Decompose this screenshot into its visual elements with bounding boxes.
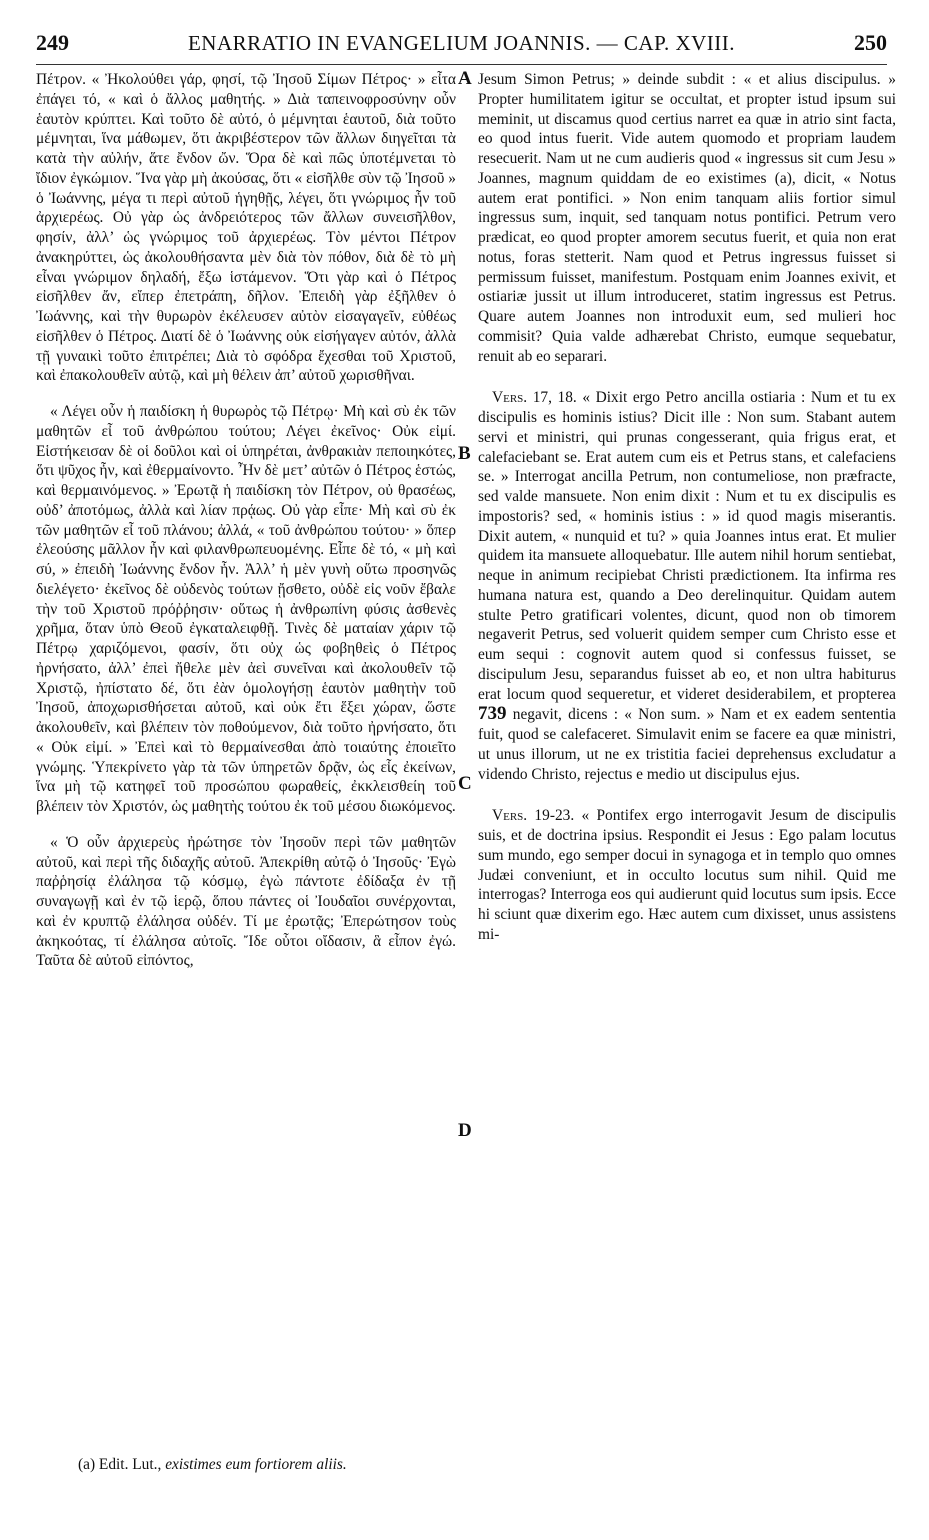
- greek-column: [36, 70, 456, 971]
- latin-paragraph-2a: « Dixit ergo Petro ancilla ostiaria : Num et tu ex discipulis es hominis istius? Dicit ille : Non sum. Stabant autem servi et ministri, qui prunas congesserant, quia frigus erat, et calefaciebant se. Erat autem cum eis et Petrus stans, et calefaciens se. » Interrogat ancilla Petrum, non contumeliose, non præfracte, sed valde mansuete. Non enim dixit : Num et tu ex discipulis es impostoris? sed, « hominis istius : » id quod magis miserantis. Dixit autem, « nunquid et tu? » quia Joannes intus erat. Et mulier quidem ita mansuete alloquebatur. Ille autem nihil horum sentiebat, neque in animum recipiebat Christi prædictionem. Ita infirma res humana natura est, quando a Deo derelinquitur. Quidam autem stulte Petro gratificari volentes, dicunt, quod non ob timorem negaverit Petrus, sed voluerit quidem semper cum Christo esse et eum sequi : cognovit autem quod si confessus fuisset, se discipulum Jesu, separandus fuisset ab eo, et non ultra habiturus erat locum quod sequeretur, et videret desiderabilem, et propterea: [478, 389, 896, 703]
- footnote-mark: (a) Edit. Lut.,: [78, 1456, 162, 1473]
- latin-paragraph-2b: negavit, dicens : « Non sum. » Nam et ex eadem sententia fuit, quod se calefaceret. Simulavit enim se facere ea quæ ministri, ut unus illorum, ut ne ex tristitia faciei deprehensus excludatur a videndo Christo, rejectus e medio ut discipulus ejus.: [478, 706, 896, 783]
- greek-paragraph-1: Πέτρον. « Ἠκολούθει γάρ, φησί, τῷ Ἰησοῦ Σίμων Πέτρος· » εἶτα ἐπάγει τό, « καὶ ὁ ἄλλος μαθητής. » Διὰ ταπεινοφροσύνην οὖν ἑαυτὸν κρύπτει. Καὶ τοῦτο δὲ αὐτό, ὁ μέμνηται ἑαυτοῦ, διὰ τοῦτο μέμνηται, ἵνα μάθωμεν, ὅτι ἀκριβέστερον τῶν ἄλλων διηγεῖται τὰ κατὰ τὴν αὐλήν, ἅτε ἔνδον ὤν. Ὅρα δὲ καὶ πῶς ὑποτέμνεται τὸ ἴδιον ἐγκώμιον. Ἵνα γὰρ μὴ ἀκούσας, ὅτι « εἰσῆλθε σὺν τῷ Ἰησοῦ » ὁ Ἰωάννης, μέγα τι περὶ αὐτοῦ ἡγηθῇς, λέγει, ὅτι γνώριμος ἦν τοῦ ἀρχιερέως. Οὐ γὰρ ὡς ἀνδρειότερος τῶν ἄλλων συνεισῆλθον, φησίν, ἀλλ’ ὡς γνώριμος τοῦ ἀρχιερέως. Τὸν μέντοι Πέτρον ἀνακηρύττει, ὡς ἀκολουθήσαντα μὲν διὰ τὸν πόθον, διὰ δὲ τὸ μὴ εἶναι γνώριμον δηλαδή, ἔξω ἱστάμενον. Ὅτι γὰρ καὶ ὁ Πέτρος εἰσῆλθεν ἄν, εἴπερ ἐπετράπη, δῆλον. Ἐπειδὴ γὰρ ἐξῆλθεν ὁ Ἰωάννης, καὶ τὴν θυρωρὸν ἐκέλευσεν αὐτὸν εἰσαγαγεῖν, εὐθέως εἰσῆλθεν ὁ Πέτρος. Διατί δὲ ὁ Ἰωάννης οὐκ εἰσήγαγεν αὐτόν, ἀλλὰ τῇ γυναικὶ τοῦτο ἐπιτρέπει; Διὰ τὸ σφόδρα ἔχεσθαι τοῦ Χριστοῦ, καὶ ἐπακολουθεῖν αὐτῷ, καὶ μὴ θέλειν ἀπ’ αὐτοῦ χωρισθῆναι.: [36, 71, 456, 385]
- latin-paragraph-2: [478, 388, 896, 784]
- column-number: 739: [478, 703, 507, 725]
- page-header: [36, 30, 887, 65]
- latin-paragraph-1: Jesum Simon Petrus; » deinde subdit : « et alius discipulus. » Propter humilitatem igitur se occultat, et propter istud ipsum sui meminit, ut discamus quod certius narret ea quæ in atrio sint facta, eo quod intus fuerit. Vide autem quomodo et propriam laudem resecuerit. Nam ut ne cum audieris quod « ingressus sit cum Jesu » Joannes, magnum quiddam de eo existimes (a), dicit, « Notus autem erat pontifici. » Non enim tanquam aliis fortior simul ingressus sum, inquit, sed tanquam notus pontifici. Petrum vero prædicat, eo quod propter amorem secutus fuerit, et quia non erat notus, foras stetterit. Nam quod et Petrus ingressus fuisset si permissum fuisset, manifestum. Postquam enim Joannes exivit, et ostiariæ jussit ut illum introduceret, statim ingressus est Petrus. Quare autem Joannes non introduxit eum, sed mulieri hoc commisit? Quia valde adhærebat Christo, eumque sequebatur, renuit ab eo separari.: [478, 71, 896, 365]
- verse-label-17-18: Vers. 17, 18.: [492, 389, 577, 407]
- latin-column: [478, 70, 896, 945]
- running-title: ENARRATIO IN EVANGELIUM JOANNIS. — CAP. XVIII.: [187, 31, 735, 55]
- right-page-number: 250: [853, 30, 887, 55]
- latin-paragraph-3-text: « Pontifex ergo interrogavit Jesum de discipulis suis, et de doctrina ipsius. Respondit ei Jesus : Ego palam locutus sum mundo, ego semper docui in synagoga et in templo quo omnes Judæi conveniunt, et in occulto locutus sum nihil. Quid me interrogas? Interroga eos qui audierunt quid locutus sum ipsis. Ecce hi sciunt quæ dixerim ego. Hæc autem cum dixisset, unus assistens mi-: [478, 807, 896, 943]
- margin-letter-d: D: [458, 1120, 472, 1141]
- footnote-text: existimes eum fortiorem aliis.: [165, 1456, 347, 1473]
- verse-label-19-23: Vers. 19-23.: [492, 807, 575, 825]
- footnote: [78, 1456, 347, 1474]
- margin-letter-b: B: [458, 443, 471, 464]
- latin-paragraph-3: [478, 806, 896, 944]
- greek-paragraph-3: « Ὁ οὖν ἀρχιερεὺς ἠρώτησε τὸν Ἰησοῦν περὶ τῶν μαθητῶν αὐτοῦ, καὶ περὶ τῆς διδαχῆς αὐτοῦ. Ἀπεκρίθη αὐτῷ ὁ Ἰησοῦς· Ἐγὼ παῤῥησίᾳ ἐλάλησα τῷ κόσμῳ, ἐγὼ πάντοτε ἐδίδαξα ἐν τῇ συναγωγῇ καὶ ἐν τῷ ἱερῷ, ὅπου πάντες οἱ Ἰουδαῖοι συνέρχονται, καὶ ἐν κρυπτῷ ἐλάλησα οὐδέν. Τί με ἐρωτᾷς; Ἐπερώτησον τοὺς ἀκηκοότας, τί ἐλάλησα αὐτοῖς. Ἴδε οὗτοι οἴδασιν, ἃ εἶπον ἐγώ. Ταῦτα δὲ αὐτοῦ εἰπόντος,: [36, 833, 456, 970]
- left-page-number: 249: [36, 30, 69, 55]
- margin-letter-c: C: [458, 773, 472, 794]
- margin-letter-a: A: [458, 68, 472, 89]
- greek-paragraph-2: « Λέγει οὖν ἡ παιδίσκη ἡ θυρωρὸς τῷ Πέτρῳ· Μὴ καὶ σὺ ἐκ τῶν μαθητῶν εἶ τοῦ ἀνθρώπου τούτου; Λέγει ἐκεῖνος· Οὐκ εἰμί. Εἱστήκεισαν δὲ οἱ δοῦλοι καὶ οἱ ὑπηρέται, ἀνθρακιὰν πεποιηκότες, ὅτι ψῦχος ἦν, καὶ ἐθερμαίνοντο. Ἦν δὲ μετ’ αὐτῶν ὁ Πέτρος ἑστώς, καὶ θερμαινόμενος. » Ἐρωτᾷ ἡ παιδίσκη τὸν Πέτρον, οὐ θρασέως, οὐδ’ ἀποτόμως, ἀλλὰ καὶ λίαν πρᾴως. Οὐ γὰρ εἶπε· Μὴ καὶ σὺ ἐκ τῶν μαθητῶν εἶ τοῦ πλάνου; ἀλλά, « τοῦ ἀνθρώπου τούτου· » ὅπερ ἐλεούσης μᾶλλον ἦν καὶ φιλανθρωπευομένης. Εἶπε δὲ τό, « μὴ καὶ σύ, » ἐπειδὴ Ἰωάννης ἔνδον ἦν. Ἀλλ’ ἡ μὲν γυνὴ οὕτω προσηνῶς διελέγετο· ἐκεῖνος δὲ οὐδενὸς τούτων ᾔσθετο, οὐδὲ εἰς νοῦν ἔβαλε τὴν τοῦ Χριστοῦ πρόῤῥησιν· οὕτως ἡ ἀνθρωπίνη φύσις ἀσθενὲς χρῆμα, ὅταν ὑπὸ Θεοῦ ἐγκαταλειφθῇ. Τινὲς δὲ ματαίαν χάριν τῷ Πέτρῳ χαριζόμενοι, φασίν, ὅτι οὐχ ὡς φοβηθεὶς ὁ Πέτρος ἠρνήσατο, ἀλλ’ ἐπεὶ ἤθελε μὲν ἀεὶ συνεῖναι καὶ ἀκολουθεῖν τῷ Χριστῷ, ἠπίστατο δέ, ὅτι ἐὰν ὁμολογήσῃ ἑαυτὸν μαθητὴν τοῦ Ἰησοῦ, ἀποχωρισθήσεται αὐτοῦ, καὶ οὐκ ἔτι ἕξει χώραν, ὥστε ἀκολουθεῖν, καὶ βλέπειν τὸν ποθούμενον, διὰ τοῦτο ἠρνήσατο, ὅτι « Οὐκ εἰμί. » Ἐπεὶ καὶ τὸ θερμαίνεσθαι ἀπὸ τοιαύτης ἐποιεῖτο γνώμης. Ὑπεκρίνετο γὰρ τὰ τῶν ὑπηρετῶν δρᾷν, ὡς εἷς ἐκείνων, ἵνα μὴ τῷ κατηφεῖ τοῦ προσώπου φωραθείς, ἐκκλεισθείη τοῦ βλέπειν τὸν Χριστόν, ὡς μαθητὴς τούτου ἐκ τοῦ μέσου διωκόμενος.: [36, 403, 456, 815]
